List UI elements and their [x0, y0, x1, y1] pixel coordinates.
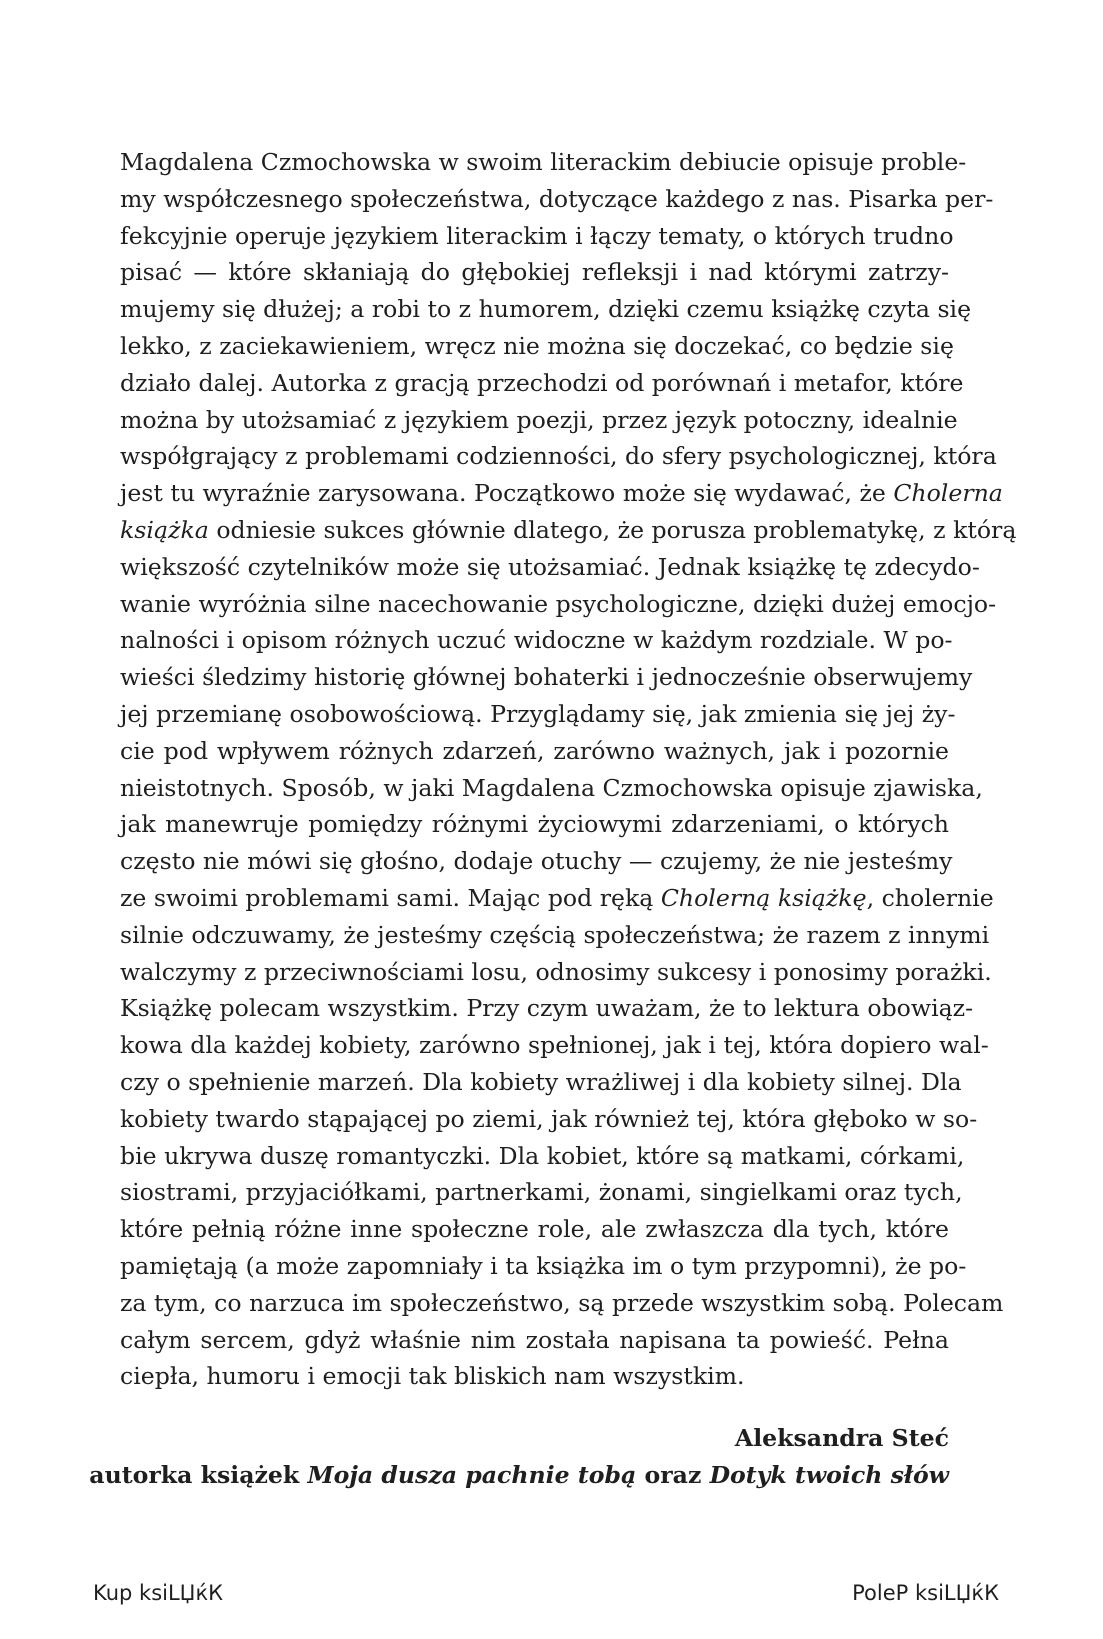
credit-book-title: Dotyk twoich słów	[709, 1460, 949, 1489]
text-line: często nie mówi się głośno, dodaje otuchy — czujemy, że nie jesteśmy	[120, 847, 953, 876]
text-line: działo dalej. Autorka z gracją przechodzi od porównań i metafor, które	[120, 368, 964, 397]
text-segment: ze swoimi problemami sami. Mając pod ręką	[120, 883, 661, 912]
text-line: całym sercem, gdyż właśnie nim została napisana ta powieść. Pełna	[120, 1325, 949, 1354]
text-line: silnie odczuwamy, że jesteśmy częścią społeczeństwa; że razem z innymi	[120, 920, 990, 949]
text-line	[120, 475, 1003, 512]
text-line: za tym, co narzuca im społeczeństwo, są przede wszystkim sobą. Polecam	[120, 1288, 1004, 1317]
text-line: można by utożsamiać z językiem poezji, przez język potoczny, idealnie	[120, 405, 958, 434]
book-title-italic: Cholerną książkę	[660, 883, 867, 912]
text-line: nalności i opisom różnych uczuć widoczne w każdym rozdziale. W po-	[120, 626, 953, 655]
text-line	[120, 880, 994, 917]
text-segment: odniesie sukces głównie dlatego, że porusza problematykę, z którą	[216, 515, 1017, 544]
book-title-italic: książka	[120, 515, 209, 544]
text-line: cie pod wpływem różnych zdarzeń, zarówno ważnych, jak i pozornie	[120, 736, 949, 765]
text-line: czy o spełnienie marzeń. Dla kobiety wrażliwej i dla kobiety silnej. Dla	[120, 1067, 962, 1096]
recommend-book-link[interactable]: PoleP ksiLЏќК	[852, 1581, 999, 1605]
credit-conjunction: oraz	[636, 1460, 710, 1489]
text-line: które pełnią różne inne społeczne role, ale zwłaszcza dla tych, które	[120, 1215, 949, 1244]
signature	[89, 1420, 949, 1494]
text-line: wanie wyróżnia silne nacechowanie psychologiczne, dzięki dużej emocjo-	[120, 589, 997, 618]
text-line: Magdalena Czmochowska w swoim literackim debiucie opisuje proble-	[120, 148, 967, 176]
text-segment: , cholernie	[866, 883, 994, 912]
book-title-italic: Cholerna	[893, 479, 1003, 508]
buy-book-link[interactable]: Kup ksiLЏќК	[93, 1581, 224, 1605]
text-line: bie ukrywa duszę romantyczki. Dla kobiet, które są matkami, córkami,	[120, 1141, 965, 1170]
text-line: współgrający z problemami codzienności, do sfery psychologicznej, która	[120, 442, 997, 471]
text-line: kowa dla każdej kobiety, zarówno spełnionej, jak i tej, która dopiero wal-	[120, 1031, 989, 1060]
signature-author: Aleksandra Steć	[734, 1424, 949, 1452]
text-line: pamiętają (a może zapomniały i ta książka im o tym przypomni), że po-	[120, 1251, 967, 1280]
text-line: walczymy z przeciwnościami losu, odnosimy sukcesy i ponosimy porażki.	[120, 957, 992, 986]
text-line: ciepła, humoru i emocji tak bliskich nam wszystkim.	[120, 1362, 745, 1391]
text-line: lekko, z zaciekawieniem, wręcz nie można się doczekać, co będzie się	[120, 331, 954, 360]
text-line: kobiety twardo stąpającej po ziemi, jak również tej, która głęboko w so-	[120, 1104, 978, 1133]
credit-prefix: autorka książek	[89, 1460, 308, 1489]
text-line	[120, 512, 1017, 549]
review-text	[120, 144, 1017, 1395]
signature-credit	[89, 1457, 949, 1494]
text-line: fekcyjnie operuje językiem literackim i łączy tematy, o których trudno	[120, 221, 954, 250]
credit-book-title: Moja dusza pachnie tobą	[307, 1460, 637, 1489]
text-line: większość czytelników może się utożsamiać. Jednak książkę tę zdecydo-	[120, 552, 980, 581]
text-line: pisać — które skłaniają do głębokiej refleksji i nad którymi zatrzy-	[120, 258, 949, 287]
text-line: siostrami, przyjaciółkami, partnerkami, żonami, singielkami oraz tych,	[120, 1178, 963, 1207]
text-line: Książkę polecam wszystkim. Przy czym uważam, że to lektura obowiąz-	[120, 994, 974, 1023]
text-line: nieistotnych. Sposób, w jaki Magdalena Czmochowska opisuje zjawiska,	[120, 773, 983, 802]
text-line: my współczesnego społeczeństwa, dotyczące każdego z nas. Pisarka per-	[120, 184, 994, 213]
text-segment: jest tu wyraźnie zarysowana. Początkowo może się wydawać, że	[120, 479, 894, 508]
text-line: mujemy się dłużej; a robi to z humorem, dzięki czemu książkę czyta się	[120, 295, 972, 324]
text-line: jej przemianę osobowościową. Przyglądamy się, jak zmienia się jej ży-	[120, 699, 956, 728]
text-line: wieści śledzimy historię głównej bohaterki i jednocześnie obserwujemy	[120, 663, 973, 692]
text-line: jak manewruje pomiędzy różnymi życiowymi zdarzeniami, o których	[120, 810, 949, 839]
